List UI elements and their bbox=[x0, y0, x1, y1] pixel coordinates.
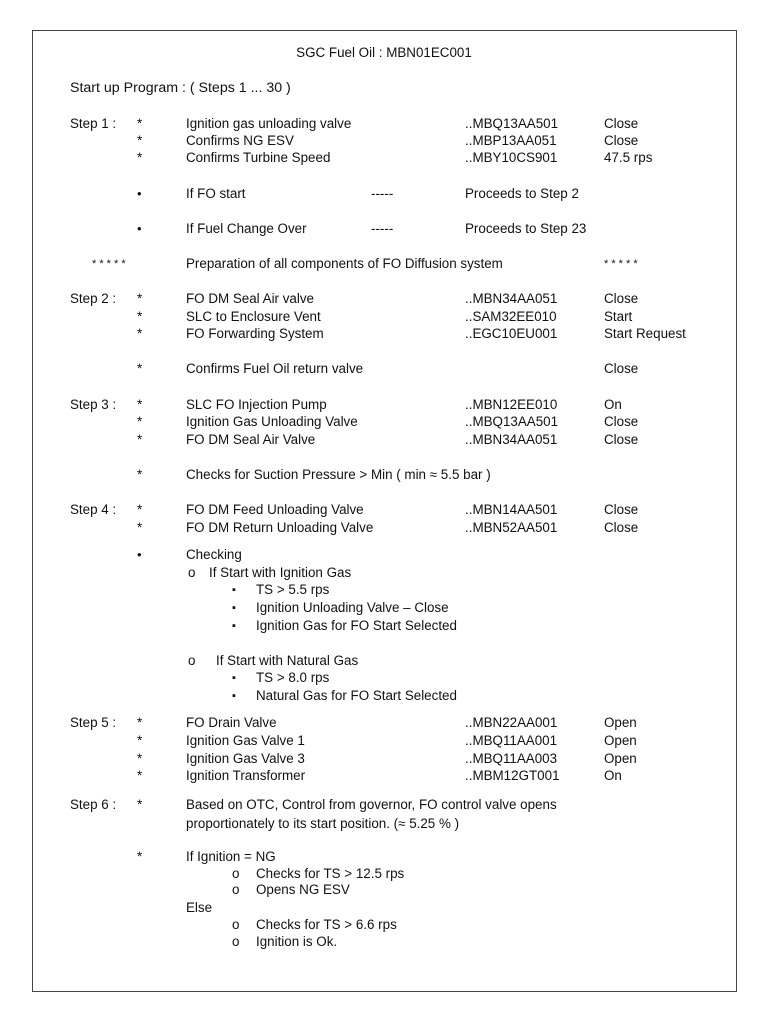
circle-marker: o bbox=[188, 565, 196, 580]
step5-row4-value: On bbox=[604, 768, 622, 783]
step2-row3-code: ..EGC10EU001 bbox=[465, 326, 558, 341]
step4-checking: Checking bbox=[186, 547, 242, 562]
step6-line2: proportionately to its start position. (≈ 5.25 % ) bbox=[186, 816, 460, 831]
step1-branch1-dash: ----- bbox=[371, 186, 394, 201]
star-marker: * bbox=[137, 849, 143, 864]
step1-row3-value: 47.5 rps bbox=[604, 150, 653, 165]
step4-row2-code: ..MBN52AA501 bbox=[465, 520, 558, 535]
document-title: SGC Fuel Oil : MBN01EC001 bbox=[296, 45, 472, 60]
step5-row3-code: ..MBQ11AA003 bbox=[465, 751, 558, 766]
step4-row1-code: ..MBN14AA501 bbox=[465, 502, 558, 517]
stars-right: * * * * * bbox=[604, 258, 638, 270]
step3-row2-code: ..MBQ13AA501 bbox=[465, 414, 559, 429]
star-marker: * bbox=[137, 116, 143, 131]
step5-row1-desc: FO Drain Valve bbox=[186, 715, 277, 730]
step2-row2-value: Start bbox=[604, 309, 633, 324]
step5-row3-desc: Ignition Gas Valve 3 bbox=[186, 751, 305, 766]
star-marker: * bbox=[137, 797, 143, 812]
step2-row3-desc: FO Forwarding System bbox=[186, 326, 324, 341]
star-marker: * bbox=[137, 768, 143, 783]
star-marker: * bbox=[137, 326, 143, 341]
square-marker: ▪ bbox=[232, 690, 236, 702]
circle-marker: o bbox=[232, 866, 240, 881]
step4-row1-value: Close bbox=[604, 502, 639, 517]
step4-ng-heading: If Start with Natural Gas bbox=[216, 653, 359, 668]
step4-ig-item3: Ignition Gas for FO Start Selected bbox=[256, 618, 457, 633]
step1-row1-code: ..MBQ13AA501 bbox=[465, 116, 559, 131]
step4-row2-value: Close bbox=[604, 520, 639, 535]
bullet-marker: • bbox=[137, 547, 142, 562]
step4-ng-item1: TS > 8.0 rps bbox=[256, 670, 330, 685]
step1-row2-code: ..MBP13AA051 bbox=[465, 133, 557, 148]
step3-row1-value: On bbox=[604, 397, 622, 412]
step1-row1-desc: Ignition gas unloading valve bbox=[186, 116, 352, 131]
step1-row2-desc: Confirms NG ESV bbox=[186, 133, 294, 148]
program-heading: Start up Program : ( Steps 1 ... 30 ) bbox=[70, 80, 291, 96]
step4-ig-item2: Ignition Unloading Valve – Close bbox=[256, 600, 449, 615]
step6-else: Else bbox=[186, 900, 213, 915]
step4-row1-desc: FO DM Feed Unloading Valve bbox=[186, 502, 364, 517]
star-marker: * bbox=[137, 520, 143, 535]
stars-left: * * * * * bbox=[92, 258, 126, 270]
step1-branch2-action: Proceeds to Step 23 bbox=[465, 221, 587, 236]
step3-row3-code: ..MBN34AA051 bbox=[465, 432, 558, 447]
star-marker: * bbox=[137, 751, 143, 766]
circle-marker: o bbox=[232, 934, 240, 949]
step3-row3-value: Close bbox=[604, 432, 639, 447]
step2-row2-desc: SLC to Enclosure Vent bbox=[186, 309, 321, 324]
step1-branch1-action: Proceeds to Step 2 bbox=[465, 186, 579, 201]
step2-row3-value: Start Request bbox=[604, 326, 686, 341]
star-marker: * bbox=[137, 715, 143, 730]
bullet-marker: • bbox=[137, 186, 142, 201]
step4-ig-heading: If Start with Ignition Gas bbox=[209, 565, 352, 580]
star-marker: * bbox=[137, 361, 143, 376]
step2-extra-value: Close bbox=[604, 361, 639, 376]
step5-row2-value: Open bbox=[604, 733, 637, 748]
step1-branch2-cond: If Fuel Change Over bbox=[186, 221, 307, 236]
step1-row3-code: ..MBY10CS901 bbox=[465, 150, 558, 165]
step2-row1-value: Close bbox=[604, 291, 639, 306]
star-marker: * bbox=[137, 397, 143, 412]
step1-row1-value: Close bbox=[604, 116, 639, 131]
step1-branch2-dash: ----- bbox=[371, 221, 394, 236]
step3-row1-desc: SLC FO Injection Pump bbox=[186, 397, 327, 412]
step4-row2-desc: FO DM Return Unloading Valve bbox=[186, 520, 374, 535]
circle-marker: o bbox=[232, 917, 240, 932]
star-marker: * bbox=[137, 133, 143, 148]
star-marker: * bbox=[137, 309, 143, 324]
step3-label: Step 3 : bbox=[70, 397, 117, 412]
star-marker: * bbox=[137, 150, 143, 165]
step5-row1-value: Open bbox=[604, 715, 637, 730]
circle-marker: o bbox=[232, 882, 240, 897]
step2-label: Step 2 : bbox=[70, 291, 117, 306]
step6-else-item1: Checks for TS > 6.6 rps bbox=[256, 917, 397, 932]
star-marker: * bbox=[137, 414, 143, 429]
step5-row3-value: Open bbox=[604, 751, 637, 766]
step6-ng-item1: Checks for TS > 12.5 rps bbox=[256, 866, 405, 881]
step5-row1-code: ..MBN22AA001 bbox=[465, 715, 558, 730]
star-marker: * bbox=[137, 502, 143, 517]
bullet-marker: • bbox=[137, 221, 142, 236]
step2-extra-desc: Confirms Fuel Oil return valve bbox=[186, 361, 364, 376]
step5-row4-desc: Ignition Transformer bbox=[186, 768, 306, 783]
circle-marker: o bbox=[188, 653, 196, 668]
step4-ng-item2: Natural Gas for FO Start Selected bbox=[256, 688, 457, 703]
step1-branch1-cond: If FO start bbox=[186, 186, 246, 201]
step6-else-item2: Ignition is Ok. bbox=[256, 934, 338, 949]
step6-label: Step 6 : bbox=[70, 797, 117, 812]
step4-ig-item1: TS > 5.5 rps bbox=[256, 582, 330, 597]
step6-line1: Based on OTC, Control from governor, FO control valve opens bbox=[186, 797, 557, 812]
step1-label: Step 1 : bbox=[70, 116, 117, 131]
star-marker: * bbox=[137, 733, 143, 748]
step3-row2-desc: Ignition Gas Unloading Valve bbox=[186, 414, 358, 429]
step5-row4-code: ..MBM12GT001 bbox=[465, 768, 560, 783]
step3-row3-desc: FO DM Seal Air Valve bbox=[186, 432, 316, 447]
step1-row2-value: Close bbox=[604, 133, 639, 148]
step5-row2-code: ..MBQ11AA001 bbox=[465, 733, 558, 748]
star-marker: * bbox=[137, 467, 143, 482]
step5-row2-desc: Ignition Gas Valve 1 bbox=[186, 733, 305, 748]
step2-row1-code: ..MBN34AA051 bbox=[465, 291, 558, 306]
step3-check: Checks for Suction Pressure > Min ( min ≈ 5.5 bar ) bbox=[186, 467, 491, 482]
square-marker: ▪ bbox=[232, 602, 236, 614]
square-marker: ▪ bbox=[232, 620, 236, 632]
prep-heading: Preparation of all components of FO Diffusion system bbox=[186, 256, 503, 271]
step3-row1-code: ..MBN12EE010 bbox=[465, 397, 558, 412]
step6-if-ng: If Ignition = NG bbox=[186, 849, 276, 864]
step4-label: Step 4 : bbox=[70, 502, 117, 517]
step5-label: Step 5 : bbox=[70, 715, 117, 730]
square-marker: ▪ bbox=[232, 584, 236, 596]
step2-row1-desc: FO DM Seal Air valve bbox=[186, 291, 314, 306]
star-marker: * bbox=[137, 432, 143, 447]
step6-ng-item2: Opens NG ESV bbox=[256, 882, 350, 897]
step2-row2-code: ..SAM32EE010 bbox=[465, 309, 557, 324]
star-marker: * bbox=[137, 291, 143, 306]
step1-row3-desc: Confirms Turbine Speed bbox=[186, 150, 331, 165]
step3-row2-value: Close bbox=[604, 414, 639, 429]
square-marker: ▪ bbox=[232, 672, 236, 684]
